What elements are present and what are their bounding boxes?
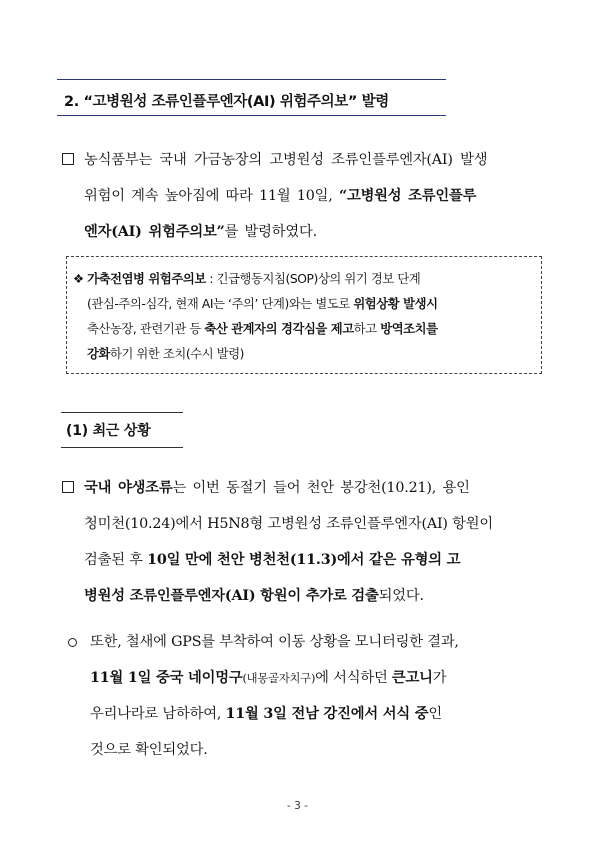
- note-line2: (관심-주의-심각, 현재 AI는 ‘주의’ 단계)와는 별도로 위험상황 발생시: [87, 297, 438, 311]
- checkbox-square-icon: [62, 481, 74, 493]
- section-title: 2. “고병원성 조류인플루엔자(AI) 위험주의보” 발령: [64, 94, 389, 110]
- section-bottom-rule: [57, 115, 446, 116]
- para2-line1: 국내 야생조류는 이번 동절기 들어 천안 봉강천(10.21), 용인: [84, 480, 470, 496]
- subsection-top-rule: [61, 412, 183, 413]
- note-line3: 축산농장, 관련기관 등 축산 관계자의 경각심을 제고하고 방역조치를: [87, 322, 438, 336]
- diamond-bullet-icon: ❖: [73, 272, 84, 286]
- page-number: - 3 -: [287, 800, 308, 812]
- para3-line2: 11월 1일 중국 네이멍구(내몽골자치구)에 서식하던 큰고니가: [90, 670, 447, 686]
- circle-bullet-icon: [68, 638, 77, 647]
- subsection-title: (1) 최근 상황: [66, 423, 151, 439]
- para3-line4: 것으로 확인되었다.: [90, 742, 208, 758]
- para1-line2: 위험이 계속 높아짐에 따라 11월 10일, “고병원성 조류인플루: [84, 188, 477, 204]
- section-top-rule: [57, 79, 446, 80]
- checkbox-square-icon: [62, 153, 74, 165]
- para2-line2: 청미천(10.24)에서 H5N8형 고병원성 조류인플루엔자(AI) 항원이: [84, 516, 493, 532]
- para2-line3: 검출된 후 10일 만에 천안 병천천(11.3)에서 같은 유형의 고: [84, 552, 461, 568]
- subsection-bottom-rule: [61, 447, 183, 448]
- para3-line3: 우리나라로 남하하여, 11월 3일 전남 강진에서 서식 중인: [90, 706, 443, 722]
- para1-line3: 엔자(AI) 위험주의보”를 발령하였다.: [84, 224, 317, 240]
- para2-line4: 병원성 조류인플루엔자(AI) 항원이 추가로 검출되었다.: [84, 588, 424, 604]
- note-line4: 강화하기 위한 조치(수시 발령): [87, 347, 245, 361]
- para3-line1: 또한, 철새에 GPS를 부착하여 이동 상황을 모니터링한 결과,: [90, 634, 459, 650]
- note-line1: ❖ 가축전염병 위험주의보 : 긴급행동지침(SOP)상의 위기 경보 단계: [73, 272, 421, 286]
- para1-line1: 농식품부는 국내 가금농장의 고병원성 조류인플루엔자(AI) 발생: [84, 152, 488, 168]
- definition-note-box: [66, 256, 542, 374]
